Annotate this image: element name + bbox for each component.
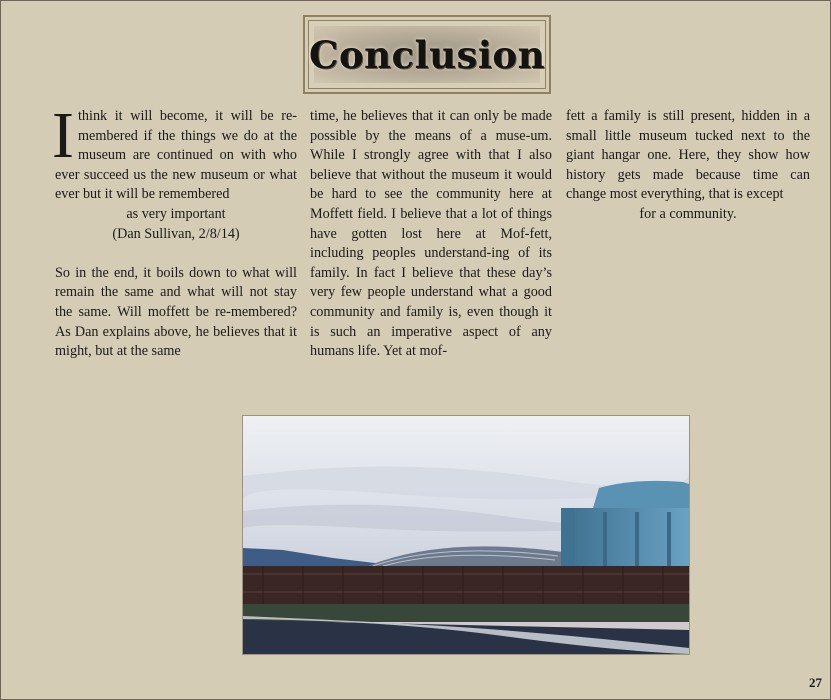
text-column-3 bbox=[566, 107, 810, 225]
title-glow bbox=[309, 26, 545, 83]
body-paragraph: time, he believes that it can only be made possible by the means of a muse-um. While I strongly agree with that I also believe that without the museum it would be hard to see the community here at Moffett field. I believe that a lot of things have gotten lost here at Mof-fett, including peoples understand-ing of its family. In fact I believe that these day’s very few people understand what a good community and family is, even though it is such an imperative aspect of any humans life. Yet at mof- bbox=[310, 108, 552, 360]
hangar-photo-illustration bbox=[243, 416, 689, 654]
body-paragraph: So in the end, it boils down to what will remain the same and what will not stay the same. Will moffett be re-membered? As Dan explains above, he believes that it might, but at the same bbox=[55, 264, 297, 360]
page-number: 27 bbox=[809, 675, 822, 690]
quote-citation: (Dan Sullivan, 2/8/14) bbox=[112, 225, 240, 242]
last-line: for a community. bbox=[639, 205, 737, 222]
text-column-1 bbox=[52, 99, 297, 362]
drop-cap: I bbox=[52, 99, 74, 172]
quote-lead: think it will become, it will be re-membered if the things we do at the museum are continued on with who ever succeed us the new museum or what ever but it will be remembered bbox=[55, 108, 297, 203]
body-paragraph: fett a family is still present, hidden in a small little museum tucked next to the giant hangar one. Here, they show how history gets made because time can change most everything, that is except bbox=[566, 108, 810, 203]
title-frame bbox=[303, 15, 551, 94]
text-column-2 bbox=[310, 107, 552, 362]
quote-paragraph bbox=[52, 99, 297, 205]
quote-end: as very important bbox=[126, 205, 226, 222]
page-title: Conclusion bbox=[309, 32, 545, 77]
hangar-photo bbox=[242, 415, 690, 655]
